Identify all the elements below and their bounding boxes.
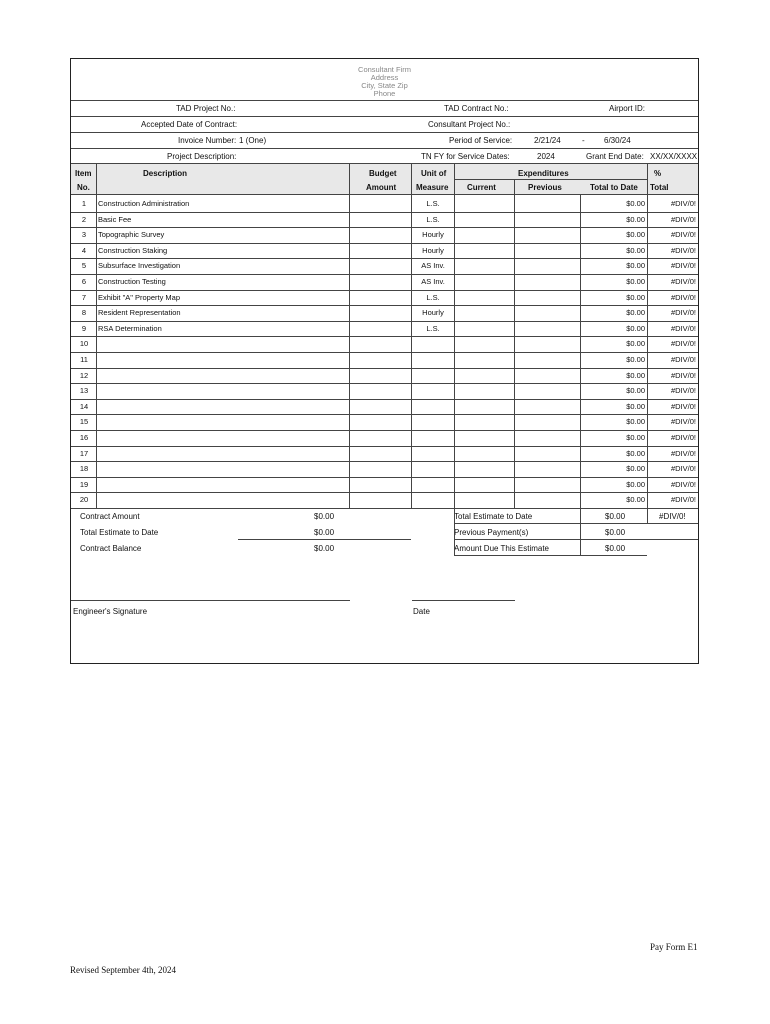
total-estimate-value: $0.00 [314, 528, 335, 537]
row-percent: #DIV/0! [670, 464, 696, 474]
header-measure: Measure [416, 183, 449, 192]
table-row [71, 368, 698, 384]
row-item-no: 16 [79, 433, 89, 442]
header-description: Description [143, 169, 188, 178]
header-expenditures: Expenditures [518, 169, 569, 178]
row-percent: #DIV/0! [670, 355, 696, 364]
form-name: Pay Form E1 [650, 942, 698, 952]
row-item-no: 7 [81, 292, 87, 302]
row-total-to-date: $0.00 [626, 479, 645, 489]
table-row [71, 196, 698, 212]
header-no: No. [77, 183, 90, 192]
total-estimate-label: Total Estimate to Date [80, 528, 159, 537]
row-percent: #DIV/0! [670, 401, 696, 411]
table-row [71, 399, 698, 415]
row-percent: #DIV/0! [670, 417, 696, 427]
previous-payments-value: $0.00 [605, 528, 626, 537]
row-percent: #DIV/0! [670, 199, 696, 208]
tad-project-no-label: TAD Project No.: [176, 104, 236, 113]
header-percent: % [654, 169, 662, 178]
row-item-no: 3 [81, 230, 87, 240]
row-percent: #DIV/0! [670, 433, 696, 442]
row-item-no: 20 [79, 495, 89, 505]
row-item-no: 17 [79, 448, 89, 458]
row-item-no: 8 [81, 308, 87, 318]
row-percent: #DIV/0! [670, 339, 696, 349]
row-unit: AS Inv. [421, 277, 445, 286]
contract-amount-label: Contract Amount [80, 512, 140, 521]
table-row [71, 477, 698, 493]
right-total-pct: #DIV/0! [659, 512, 686, 521]
row-description: Construction Administration [98, 199, 190, 208]
row-total-to-date: $0.00 [626, 417, 645, 427]
divider [454, 555, 647, 556]
row-total-to-date: $0.00 [626, 214, 645, 224]
table-row [71, 414, 698, 430]
table-row [71, 492, 698, 508]
row-description: Basic Fee [98, 214, 132, 224]
date-label: Date [413, 607, 430, 616]
project-desc-label: Project Description: [167, 152, 237, 161]
contract-amount-value: $0.00 [314, 512, 335, 521]
row-unit: Hourly [422, 245, 444, 255]
row-percent: #DIV/0! [670, 495, 696, 505]
row-item-no: 15 [79, 417, 89, 427]
period-label: Period of Service: [449, 136, 513, 145]
row-total-to-date: $0.00 [626, 370, 645, 380]
row-item-no: 4 [81, 245, 87, 255]
row-total-to-date: $0.00 [626, 401, 645, 411]
row-total-to-date: $0.00 [626, 277, 645, 286]
row-percent: #DIV/0! [670, 230, 696, 240]
header-total: Total [650, 183, 669, 192]
row-percent: #DIV/0! [670, 479, 696, 489]
contract-balance-value: $0.00 [314, 544, 335, 553]
header-budget: Budget [369, 169, 397, 178]
divider [71, 116, 698, 117]
row-percent: #DIV/0! [670, 386, 696, 396]
table-row [71, 352, 698, 368]
engineer-signature-label: Engineer's Signature [73, 607, 148, 616]
row-total-to-date: $0.00 [626, 448, 645, 458]
table-row [71, 212, 698, 228]
row-percent: #DIV/0! [670, 292, 696, 302]
header-amount: Amount [366, 183, 397, 192]
row-item-no: 5 [81, 261, 87, 271]
row-item-no: 10 [79, 339, 89, 349]
table-row [71, 227, 698, 243]
tn-fy-label: TN FY for Service Dates: [421, 152, 510, 161]
column-divider [454, 508, 455, 555]
divider [71, 132, 698, 133]
revised-date: Revised September 4th, 2024 [70, 965, 176, 975]
divider [454, 179, 647, 180]
right-total-label: Total Estimate to Date [454, 512, 533, 521]
row-item-no: 11 [80, 355, 88, 364]
row-percent: #DIV/0! [670, 323, 696, 333]
row-description: Topographic Survey [98, 230, 165, 240]
divider [71, 100, 698, 101]
previous-payments-label: Previous Payment(s) [454, 528, 529, 537]
firm-phone: Phone [373, 89, 396, 98]
row-total-to-date: $0.00 [626, 261, 645, 271]
row-total-to-date: $0.00 [626, 464, 645, 474]
table-row [71, 258, 698, 274]
period-start: 2/21/24 [534, 136, 561, 145]
header-current: Current [467, 183, 496, 192]
row-item-no: 9 [81, 323, 87, 333]
row-description: Subsurface Investigation [98, 261, 181, 271]
table-row [71, 321, 698, 337]
table-row [71, 430, 698, 446]
invoice-number-label: Invoice Number: [178, 136, 237, 145]
table-row [71, 383, 698, 399]
table-row [71, 305, 698, 321]
invoice-number-value: 1 (One) [239, 136, 267, 145]
row-divider [71, 508, 698, 509]
header-item: Item [75, 169, 92, 178]
row-item-no: 1 [81, 199, 87, 208]
row-percent: #DIV/0! [670, 261, 696, 271]
firm-address: Address [370, 73, 399, 82]
row-total-to-date: $0.00 [626, 199, 645, 208]
row-description: Resident Representation [98, 308, 181, 318]
row-item-no: 2 [81, 214, 87, 224]
row-total-to-date: $0.00 [626, 386, 645, 396]
row-description: Exhibit "A" Property Map [98, 292, 181, 302]
row-total-to-date: $0.00 [626, 245, 645, 255]
header-total-to-date: Total to Date [590, 183, 638, 192]
row-description: Construction Testing [98, 277, 166, 286]
row-percent: #DIV/0! [670, 308, 696, 318]
table-row [71, 290, 698, 306]
amount-due-label: Amount Due This Estimate [454, 544, 550, 553]
row-unit: L.S. [426, 292, 440, 302]
tad-contract-no-label: TAD Contract No.: [444, 104, 509, 113]
row-item-no: 19 [79, 479, 89, 489]
divider [238, 539, 411, 540]
divider [454, 523, 698, 524]
period-end: 6/30/24 [604, 136, 631, 145]
divider [71, 163, 698, 164]
row-percent: #DIV/0! [670, 277, 696, 286]
firm-city: City, State Zip [361, 81, 408, 90]
row-total-to-date: $0.00 [626, 339, 645, 349]
header-unit-of: Unit of [421, 169, 447, 178]
divider [454, 539, 698, 540]
row-item-no: 6 [81, 277, 87, 286]
row-total-to-date: $0.00 [626, 355, 645, 364]
table-row [71, 336, 698, 352]
row-percent: #DIV/0! [670, 448, 696, 458]
airport-id-label: Airport ID: [609, 104, 646, 113]
row-percent: #DIV/0! [670, 214, 696, 224]
grant-end-value: XX/XX/XXXX [650, 152, 698, 161]
row-total-to-date: $0.00 [626, 323, 645, 333]
row-item-no: 14 [79, 401, 89, 411]
date-signature-line[interactable] [412, 600, 515, 601]
row-description: RSA Determination [98, 323, 162, 333]
row-total-to-date: $0.00 [626, 292, 645, 302]
row-total-to-date: $0.00 [626, 433, 645, 442]
right-total-value: $0.00 [605, 512, 626, 521]
divider [71, 148, 698, 149]
row-unit: L.S. [426, 214, 440, 224]
row-total-to-date: $0.00 [626, 230, 645, 240]
row-unit: AS Inv. [421, 261, 445, 271]
pay-form-sheet [70, 58, 699, 664]
row-unit: Hourly [422, 308, 444, 318]
row-percent: #DIV/0! [670, 370, 696, 380]
table-row [71, 461, 698, 477]
row-total-to-date: $0.00 [626, 495, 645, 505]
header-previous: Previous [528, 183, 562, 192]
column-divider [580, 539, 581, 555]
firm-name: Consultant Firm [358, 65, 411, 74]
table-row [71, 274, 698, 290]
accepted-date-label: Accepted Date of Contract: [141, 120, 238, 129]
contract-balance-label: Contract Balance [80, 544, 142, 553]
table-row [71, 446, 698, 462]
engineer-signature-line[interactable] [71, 600, 350, 601]
consultant-project-no-label: Consultant Project No.: [428, 120, 511, 129]
divider [71, 194, 698, 195]
row-unit: L.S. [426, 323, 440, 333]
row-item-no: 18 [79, 464, 89, 474]
table-row [71, 243, 698, 259]
row-unit: L.S. [426, 199, 440, 208]
row-item-no: 13 [79, 386, 89, 396]
grant-end-label: Grant End Date: [586, 152, 644, 161]
amount-due-value: $0.00 [605, 544, 626, 553]
row-total-to-date: $0.00 [626, 308, 645, 318]
row-percent: #DIV/0! [670, 245, 696, 255]
row-description: Construction Staking [98, 245, 168, 255]
period-dash: - [582, 136, 585, 145]
tn-fy-value: 2024 [537, 152, 555, 161]
row-unit: Hourly [422, 230, 444, 240]
row-item-no: 12 [79, 370, 89, 380]
